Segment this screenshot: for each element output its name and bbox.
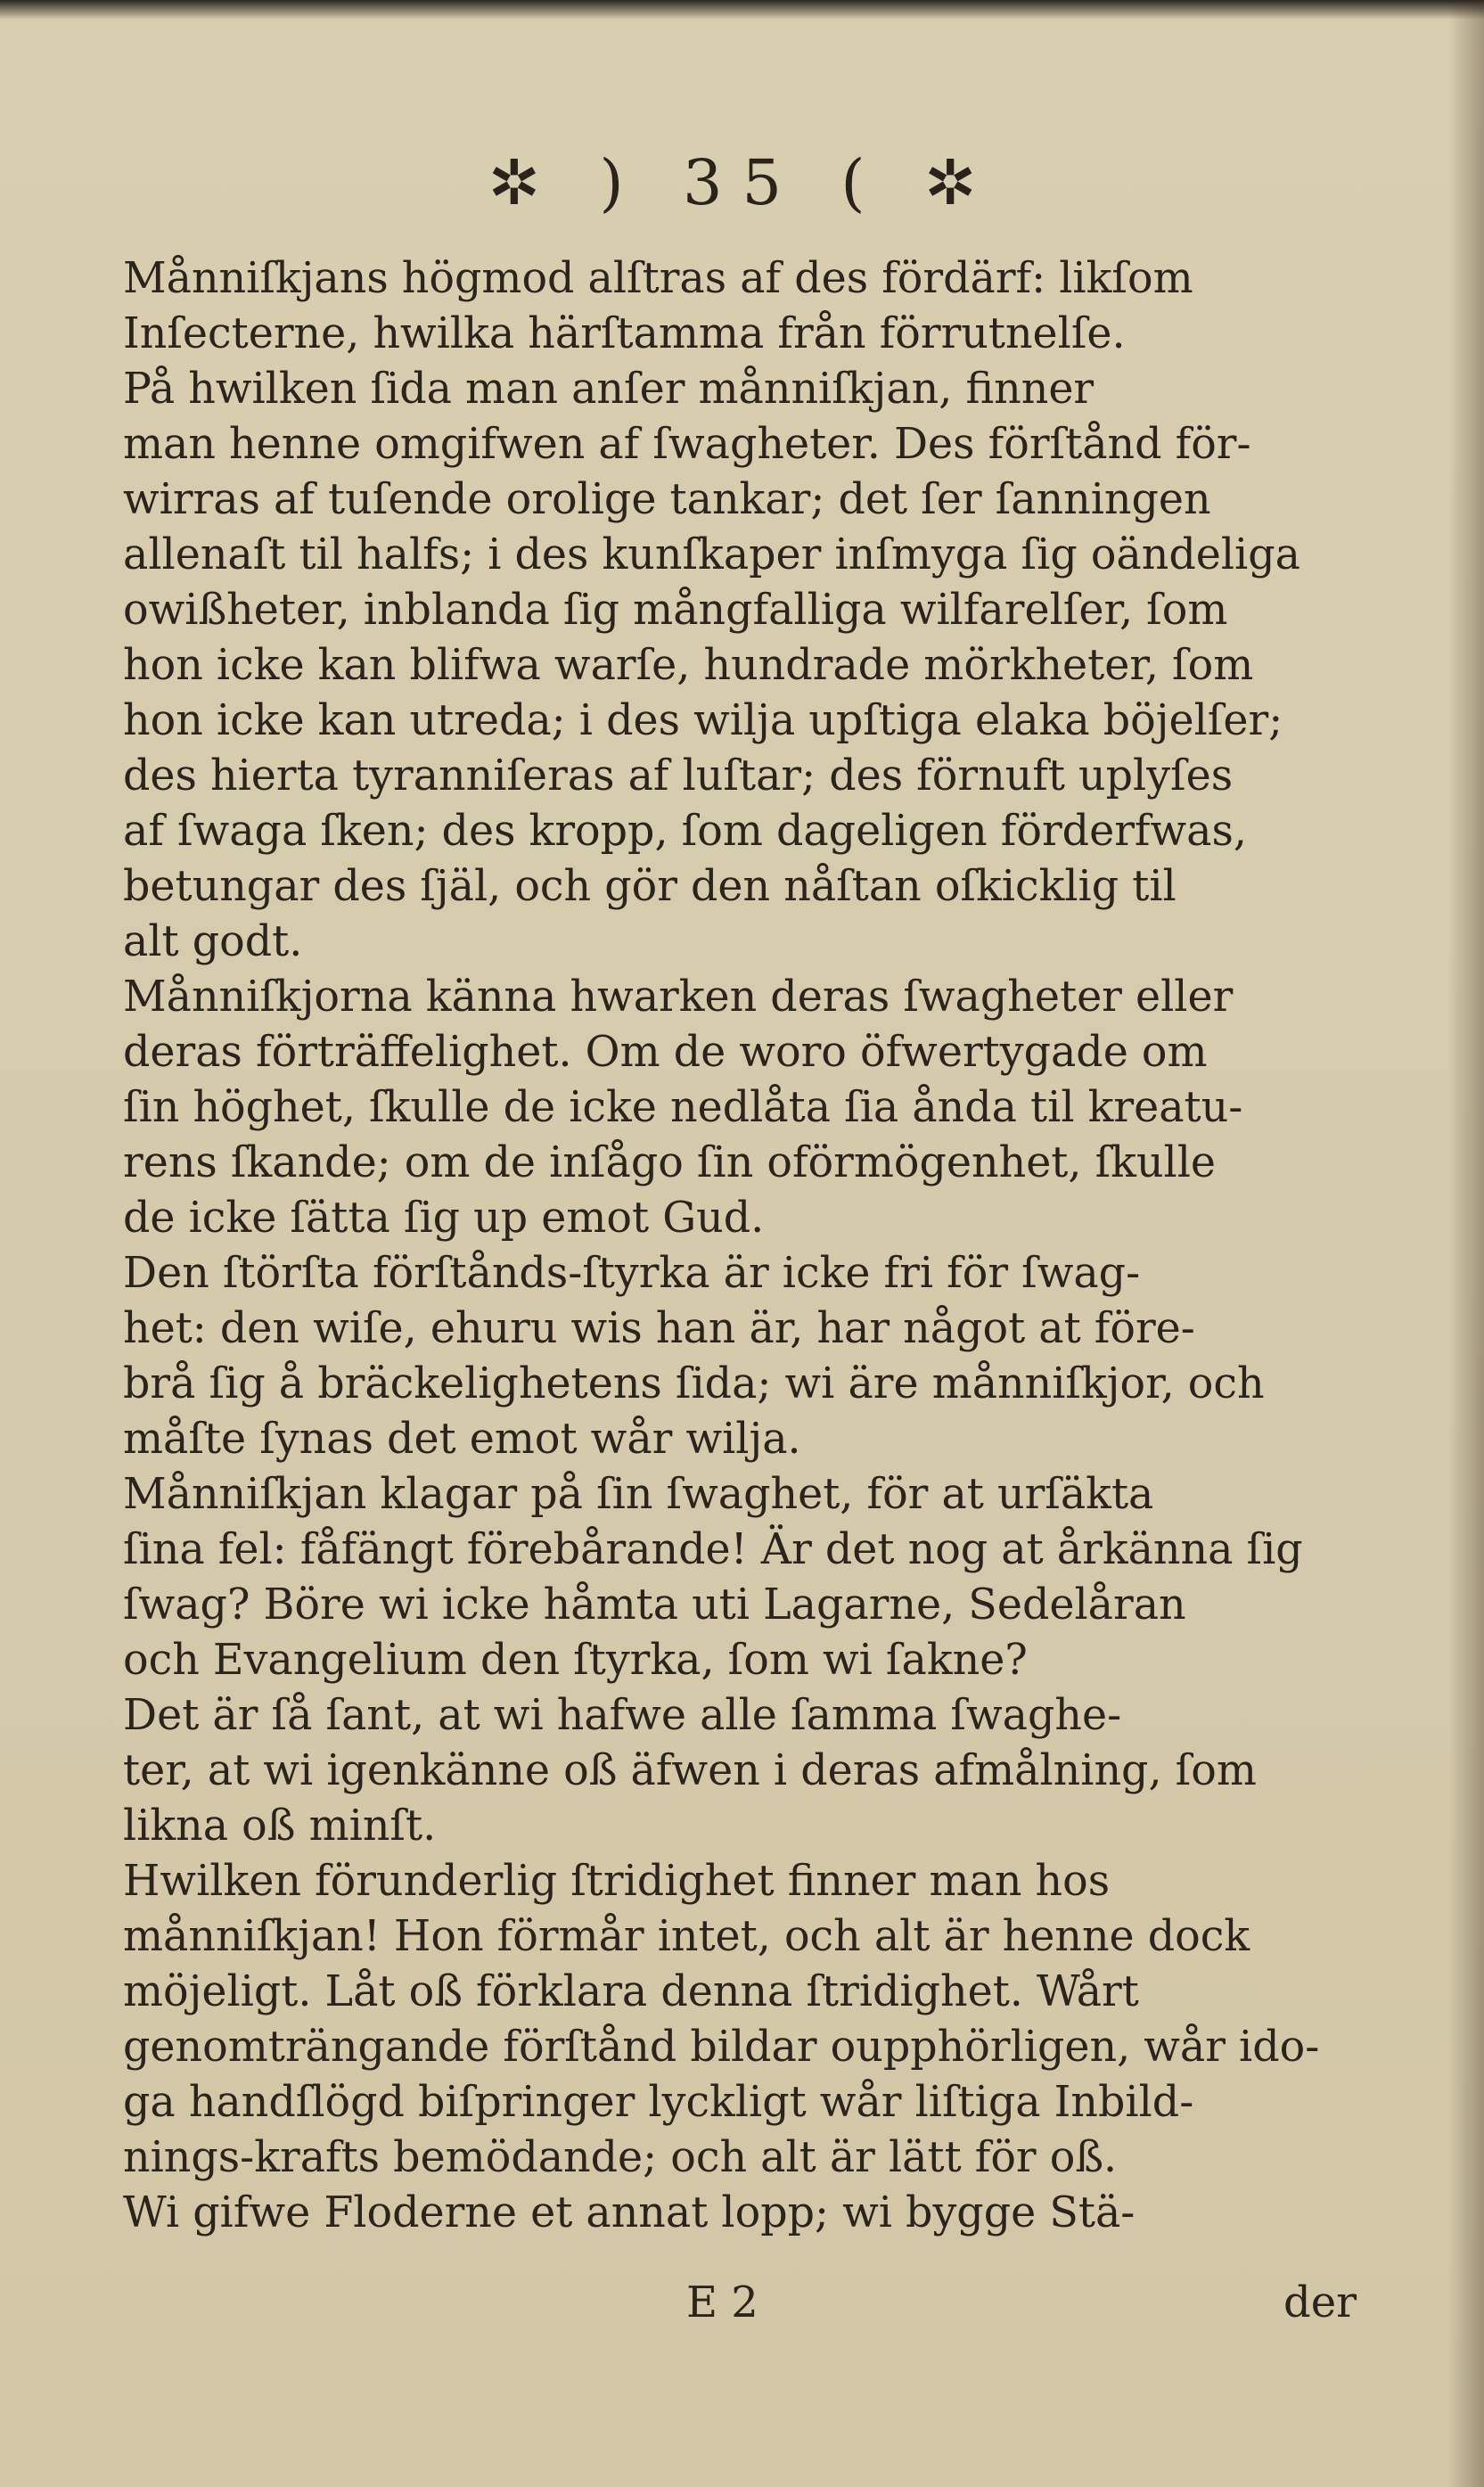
text-line: het: den wiſe, ehuru wis han är, har något at före- bbox=[123, 1304, 1195, 1353]
page-header: ✲ ) 35 ( ✲ bbox=[488, 146, 996, 219]
text-line: ſwag? Böre wi icke håmta uti Lagarne, Sedelåran bbox=[123, 1580, 1186, 1629]
text-line: möjeligt. Låt oß förklara denna ſtridighet. Wårt bbox=[123, 1967, 1139, 2016]
text-line: de icke ſätta ſig up emot Gud. bbox=[123, 1194, 765, 1243]
text-line: ſin höghet, ſkulle de icke nedlåta ſia ånda til kreatu- bbox=[123, 1083, 1243, 1132]
page-footer bbox=[0, 2278, 1484, 2340]
text-line: Wi gifwe Floderne et annat lopp; wi bygge Stä- bbox=[123, 2188, 1136, 2237]
text-line: hon icke kan utreda; i des wilja upſtiga elaka böjelſer; bbox=[123, 696, 1283, 745]
text-line: hon icke kan blifwa warſe, hundrade mörkheter, ſom bbox=[123, 641, 1254, 690]
text-line: likna oß minſt. bbox=[123, 1802, 437, 1851]
text-line: På hwilken ſida man anſer månniſkjan, finner bbox=[123, 365, 1095, 414]
page-gutter-shadow bbox=[1448, 0, 1484, 2487]
text-line: Månniſkjans högmod alſtras af des fördärf: likſom bbox=[123, 254, 1193, 303]
text-line: månniſkjan! Hon förmår intet, och alt är henne dock bbox=[123, 1912, 1250, 1961]
text-line: alt godt. bbox=[123, 917, 303, 966]
text-line: wirras af tuſende orolige tankar; det ſer ſanningen bbox=[123, 475, 1211, 524]
top-edge-shadow bbox=[0, 0, 1484, 20]
text-line: Inſecterne, hwilka härſtamma från förrutnelſe. bbox=[123, 309, 1126, 358]
text-line: genomträngande förſtånd bildar oupphörligen, wår ido- bbox=[123, 2023, 1320, 2072]
text-line: man henne omgifwen af ſwagheter. Des förſtånd för- bbox=[123, 420, 1251, 469]
body-text bbox=[123, 251, 1353, 2241]
text-line: ſina fel: fåfängt förebårande! Är det nog at årkänna ſig bbox=[123, 1525, 1303, 1574]
text-line: ter, at wi igenkänne oß äfwen i deras afmålning, ſom bbox=[123, 1746, 1257, 1795]
text-line: af ſwaga ſken; des kropp, ſom dageligen förderfwas, bbox=[123, 807, 1247, 856]
signature-mark: E 2 bbox=[686, 2278, 758, 2327]
text-line: allenaſt til halfs; i des kunſkaper inſmyga ſig oändeliga bbox=[123, 530, 1300, 579]
text-line: Det är ſå ſant, at wi hafwe alle ſamma ſwaghe- bbox=[123, 1691, 1122, 1740]
text-line: Den ſtörſta förſtånds-ſtyrka är icke fri för ſwag- bbox=[123, 1249, 1141, 1298]
text-line: brå ſig å bräckelighetens ſida; wi äre månniſkjor, och bbox=[123, 1359, 1265, 1408]
text-line: owißheter, inblanda ſig mångfalliga wilfarelſer, ſom bbox=[123, 586, 1228, 635]
text-line: Månniſkjan klagar på ſin ſwaghet, för at urſäkta bbox=[123, 1470, 1154, 1519]
text-line: och Evangelium den ſtyrka, ſom wi ſakne? bbox=[123, 1636, 1028, 1685]
text-line: deras förträffelighet. Om de woro öfwertygade om bbox=[123, 1028, 1208, 1077]
catchword: der bbox=[1283, 2278, 1357, 2327]
text-line: Hwilken förunderlig ſtridighet finner man hos bbox=[123, 1857, 1111, 1906]
text-line: nings-krafts bemödande; och alt är lätt för oß. bbox=[123, 2133, 1118, 2182]
text-line: ga handſlögd biſpringer lyckligt wår liſtiga Inbild- bbox=[123, 2078, 1194, 2127]
text-line: rens ſkande; om de inſågo ſin oförmögenhet, ſkulle bbox=[123, 1138, 1217, 1187]
text-line: Månniſkjorna känna hwarken deras ſwagheter eller bbox=[123, 973, 1234, 1022]
text-line: des hierta tyranniſeras af luſtar; des förnuft uplyſes bbox=[123, 751, 1234, 800]
text-line: betungar des ſjäl, och gör den nåſtan oſkicklig til bbox=[123, 862, 1177, 911]
text-line: måſte ſynas det emot wår wilja. bbox=[123, 1415, 801, 1464]
